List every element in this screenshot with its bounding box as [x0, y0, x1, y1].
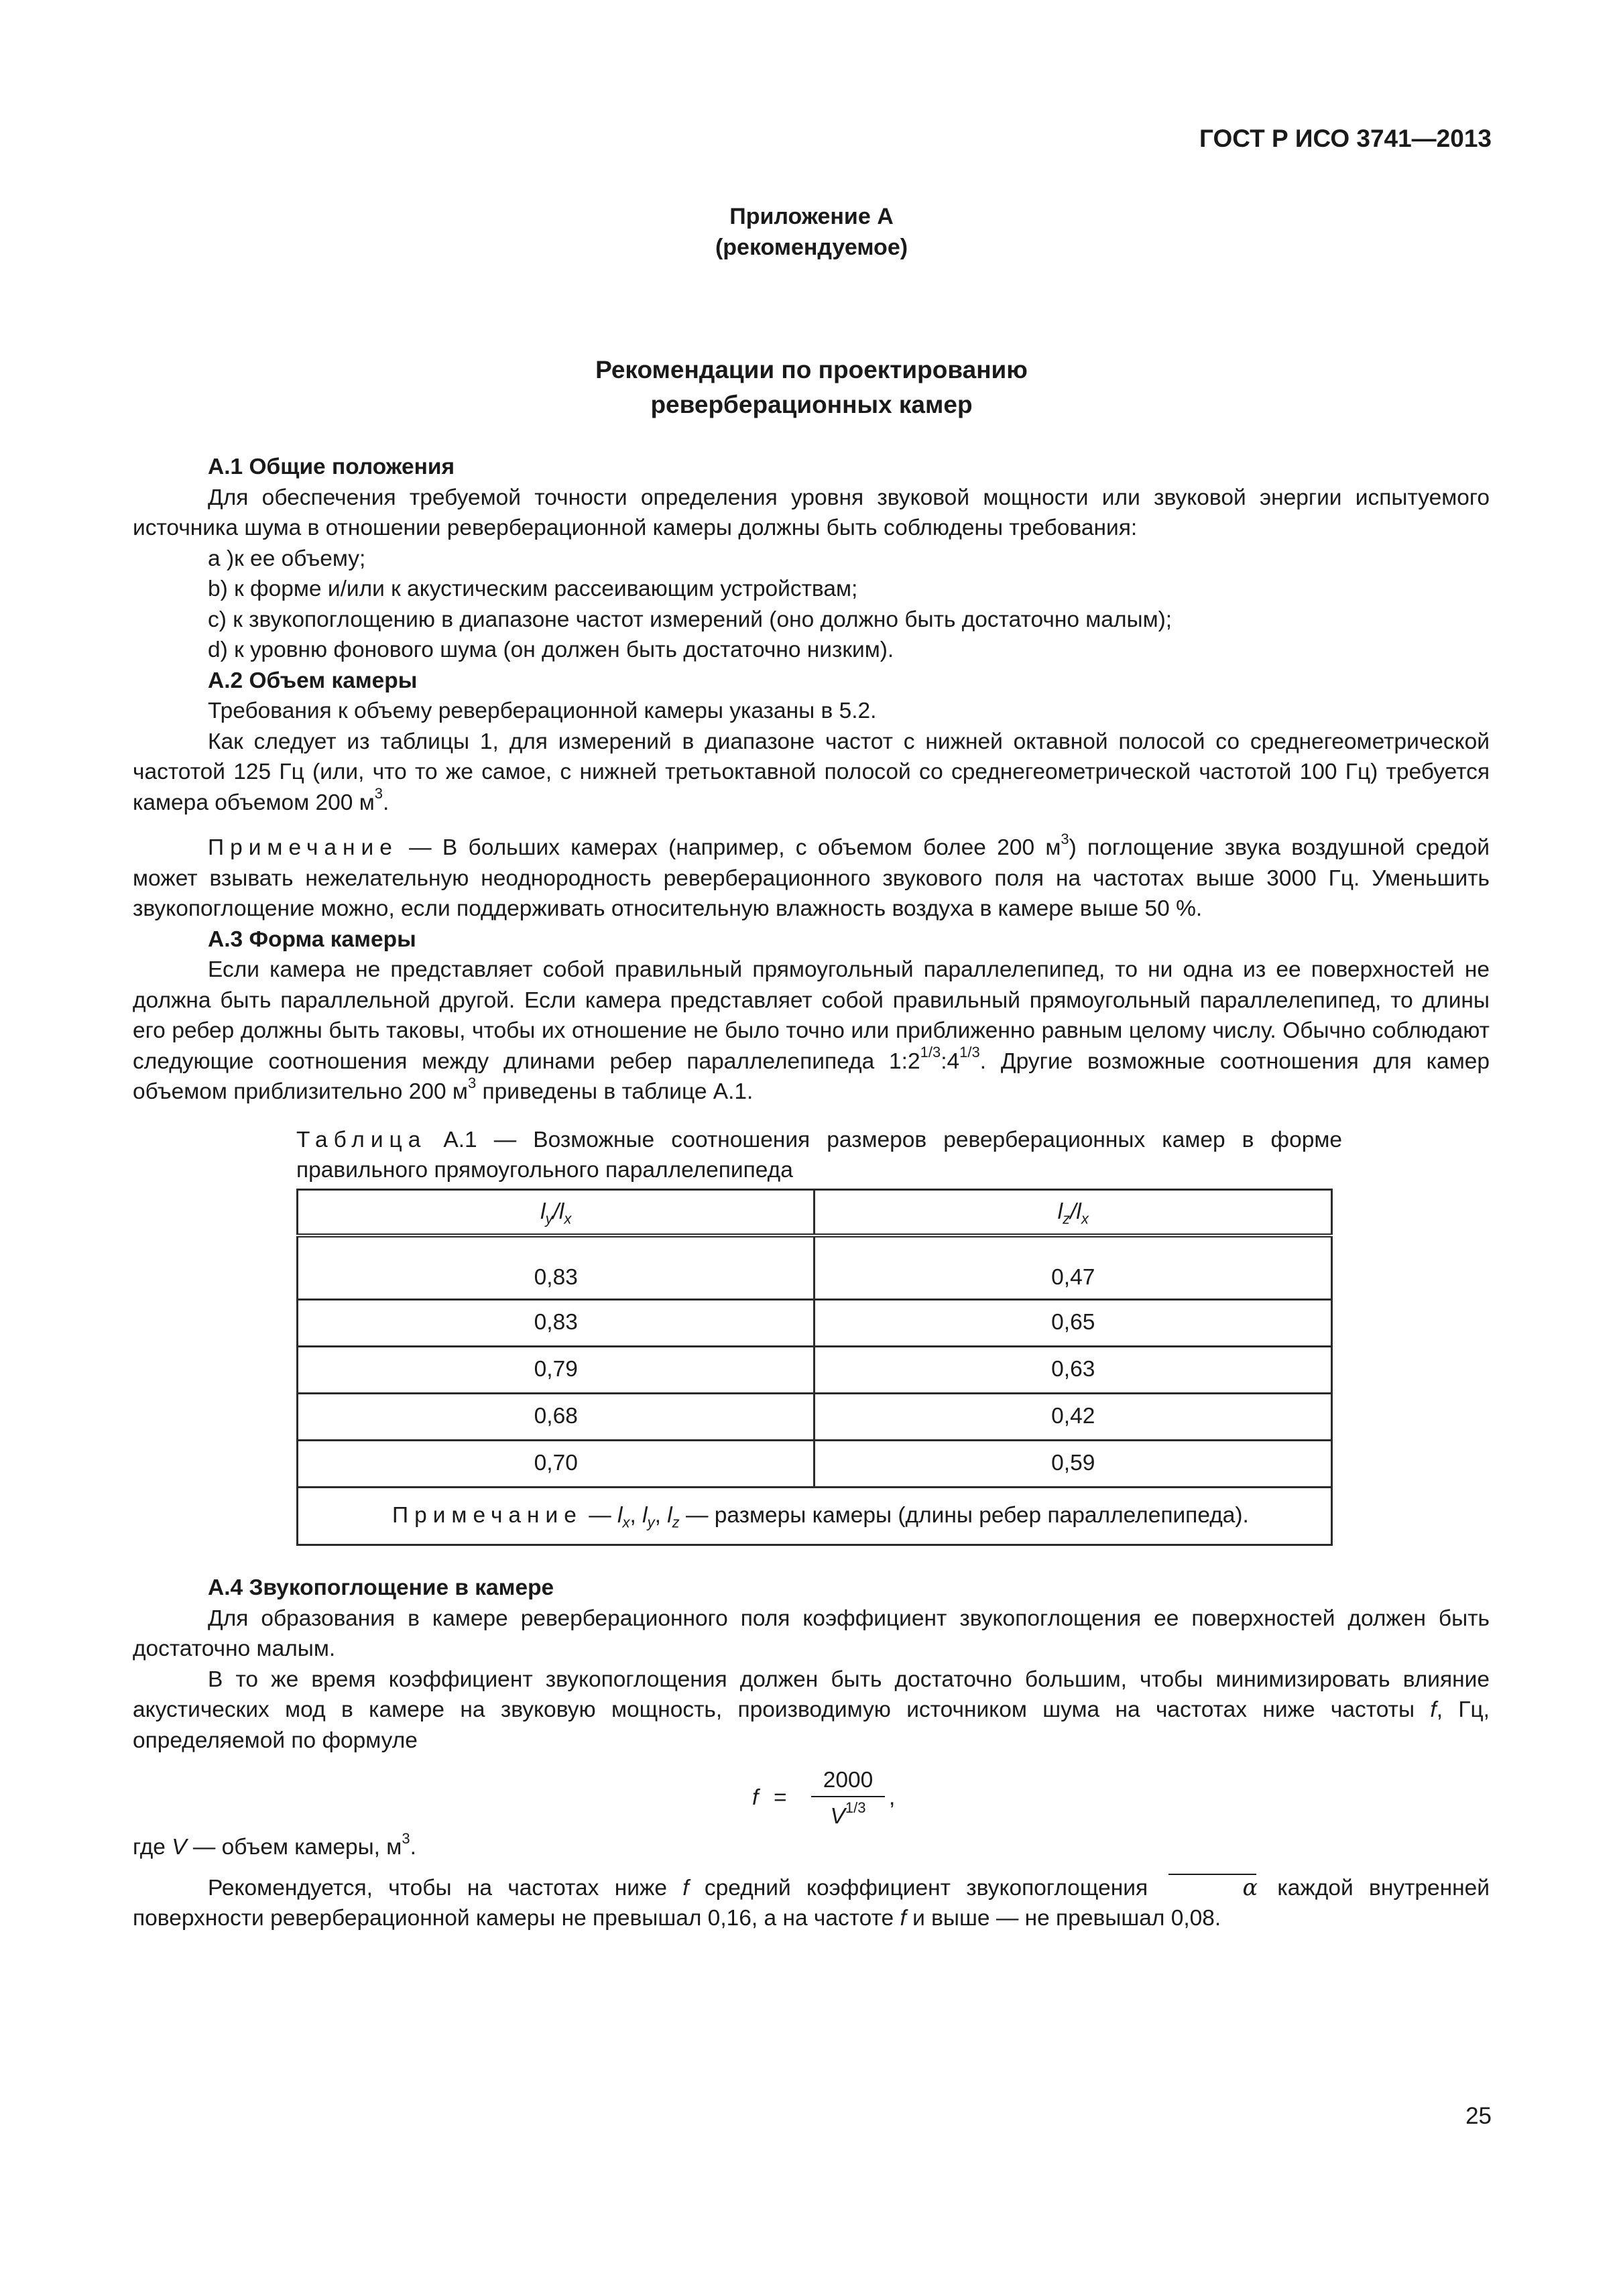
a2-paragraph-2 — [133, 727, 1490, 819]
a2-paragraph-1: Требования к объему реверберационной камеры указаны в 5.2. — [208, 699, 877, 723]
table-row — [298, 1235, 1332, 1300]
section-heading-a1: А.1 Общие положения — [208, 455, 455, 479]
a2-note-sup: 3 — [1061, 830, 1069, 847]
a4-paragraph-3: Рекомендуется, чтобы на частотах ниже f средний коэффициент звукопоглощения α каждой внутренней поверхности реверберационной камеры не превышал 0,16, а на частоте f и выше — не превышал 0,08. — [133, 1872, 1490, 1934]
a2-note-part2: ) поглощение звука воздушной средой может взывать нежелательную неоднородность реверберационного звукового поля на частотах выше 3000 Гц. Уменьшить звукопоглощение можно, если поддерживать относительную влажность воздуха в камере выше 50 %. — [133, 835, 1490, 921]
title-line-1: Рекомендации по проектированию — [595, 356, 1028, 383]
formula-lhs: f — [752, 1785, 759, 1810]
table-caption-label: Таблица — [296, 1127, 427, 1152]
a1-item-d: d) к уровню фонового шума (он должен быть достаточно низким). — [208, 638, 894, 662]
a1-item-a: а )к ее объему; — [208, 546, 366, 571]
formula-denominator: $V^{1/3}$ — [830, 1799, 866, 1829]
table-cell: 0,83 — [298, 1299, 815, 1346]
table-cell: 0,47 — [815, 1235, 1332, 1300]
alpha-bar-symbol: α — [1167, 1872, 1258, 1903]
a3-exp3: 3 — [467, 1074, 477, 1091]
formula-comma: , — [889, 1785, 896, 1810]
table-cell: 0,83 — [298, 1235, 815, 1300]
table-note: Примечание — $l_x$, $l_y$, $l_z$ — размеры камеры (длины ребер параллелепипеда). — [298, 1487, 1332, 1545]
section-heading-a3: А.3 Форма камеры — [208, 926, 416, 952]
a3-paragraph — [133, 955, 1490, 1107]
a1-item-b: b) к форме и/или к акустическим рассеивающим устройствам; — [208, 577, 858, 601]
table-cell: 0,79 — [298, 1346, 815, 1393]
table-cell: 0,68 — [298, 1393, 815, 1440]
frequency-formula — [133, 1760, 1490, 1832]
table-row — [298, 1346, 1332, 1393]
formula-numerator: 2000 — [811, 1765, 885, 1797]
annex-title — [0, 353, 1623, 422]
a1-item-c: с) к звукопоглощению в диапазоне частот измерений (оно должно быть достаточно малым); — [208, 607, 1173, 632]
a3-p1-part1: Если камера не представляет собой правильный прямоугольный параллелепипед, то ни одна из ее поверхностей не должна быть параллельной другой. Если камера представляет собой правильный прямоугольный параллелепипед, то длины его ребер должны быть таковы, чтобы их отношение не было точно или приближенно равным целому числу. Обычно соблюдают следующие соотношения между длинами ребер параллелепипеда 1:2 — [133, 957, 1490, 1074]
formula-equals: = — [774, 1785, 787, 1810]
section-heading-a2: А.2 Объем камеры — [208, 668, 418, 693]
table-header-ly-lx: $l_y/l_x$ — [298, 1189, 815, 1235]
a4-paragraph-1: Для образования в камере реверберационного поля коэффициент звукопоглощения ее поверхностей должен быть достаточно малым. — [133, 1606, 1490, 1661]
annex-heading — [0, 201, 1623, 263]
a1-intro: Для обеспечения требуемой точности определения уровня звуковой мощности или звуковой энергии испытуемого источника шума в отношении реверберационной камеры должны быть соблюдены требования: — [133, 485, 1490, 540]
table-header-row — [298, 1189, 1332, 1235]
table-note-label: Примечание — [392, 1502, 583, 1528]
table-row — [298, 1299, 1332, 1346]
title-line-2: реверберационных камер — [650, 391, 973, 418]
a2-note-part1: — В больших камерах (например, с объемом более 200 м — [398, 835, 1061, 860]
ratio-table — [296, 1189, 1333, 1547]
table-cell: 0,42 — [815, 1393, 1332, 1440]
table-cell: 0,63 — [815, 1346, 1332, 1393]
a3-p1-part2: . Другие возможные соотношения для камер объемом приблизительно 200 м — [133, 1048, 1490, 1104]
formula-where: где V — объем камеры, $м^3$. — [133, 1829, 416, 1860]
a2-p2-end: . — [383, 790, 389, 815]
table-row — [298, 1440, 1332, 1487]
standard-code: ГОСТ Р ИСО 3741—2013 — [1199, 125, 1492, 152]
a3-ratio-sep: :4 — [941, 1048, 960, 1074]
table-note-row — [298, 1487, 1332, 1545]
a2-note-label: Примечание — [208, 835, 398, 860]
table-row — [298, 1393, 1332, 1440]
a3-p1-part3: приведены в таблице А.1. — [476, 1079, 754, 1104]
table-caption-text: А.1 — Возможные соотношения размеров реверберационных камер в форме правильного прямоугольного параллелепипеда — [296, 1127, 1342, 1183]
table-cell: 0,70 — [298, 1440, 815, 1487]
table-header-lz-lx: $l_z/l_x$ — [815, 1189, 1332, 1235]
section-heading-a4: А.4 Звукопоглощение в камере — [208, 1575, 554, 1600]
annex-label: Приложение А — [729, 204, 894, 229]
document-body — [133, 452, 1490, 1934]
a3-exp1: 1/3 — [920, 1044, 941, 1061]
table-caption — [296, 1125, 1342, 1186]
annex-status: (рекомендуемое) — [715, 235, 908, 260]
table-cell: 0,65 — [815, 1299, 1332, 1346]
page-number: 25 — [1465, 2103, 1492, 2129]
a2-note — [133, 830, 1490, 924]
table-cell: 0,59 — [815, 1440, 1332, 1487]
a2-p2-text: Как следует из таблицы 1, для измерений в диапазоне частот с нижней октавной полосой со среднегеометрической частотой 125 Гц (или, что то же самое, с нижней третьоктавной полосой со среднегеометрической частотой 100 Гц) требуется камера объемом 200 м — [133, 729, 1490, 815]
a3-exp2: 1/3 — [959, 1044, 980, 1061]
a2-p2-sup: 3 — [374, 785, 383, 802]
a4-paragraph-2: В то же время коэффициент звукопоглощения должен быть достаточно большим, чтобы минимизировать влияние акустических мод в камере на звуковую мощность, производимую источником шума на частотах ниже частоты f, Гц, определяемой по формуле — [133, 1667, 1490, 1753]
